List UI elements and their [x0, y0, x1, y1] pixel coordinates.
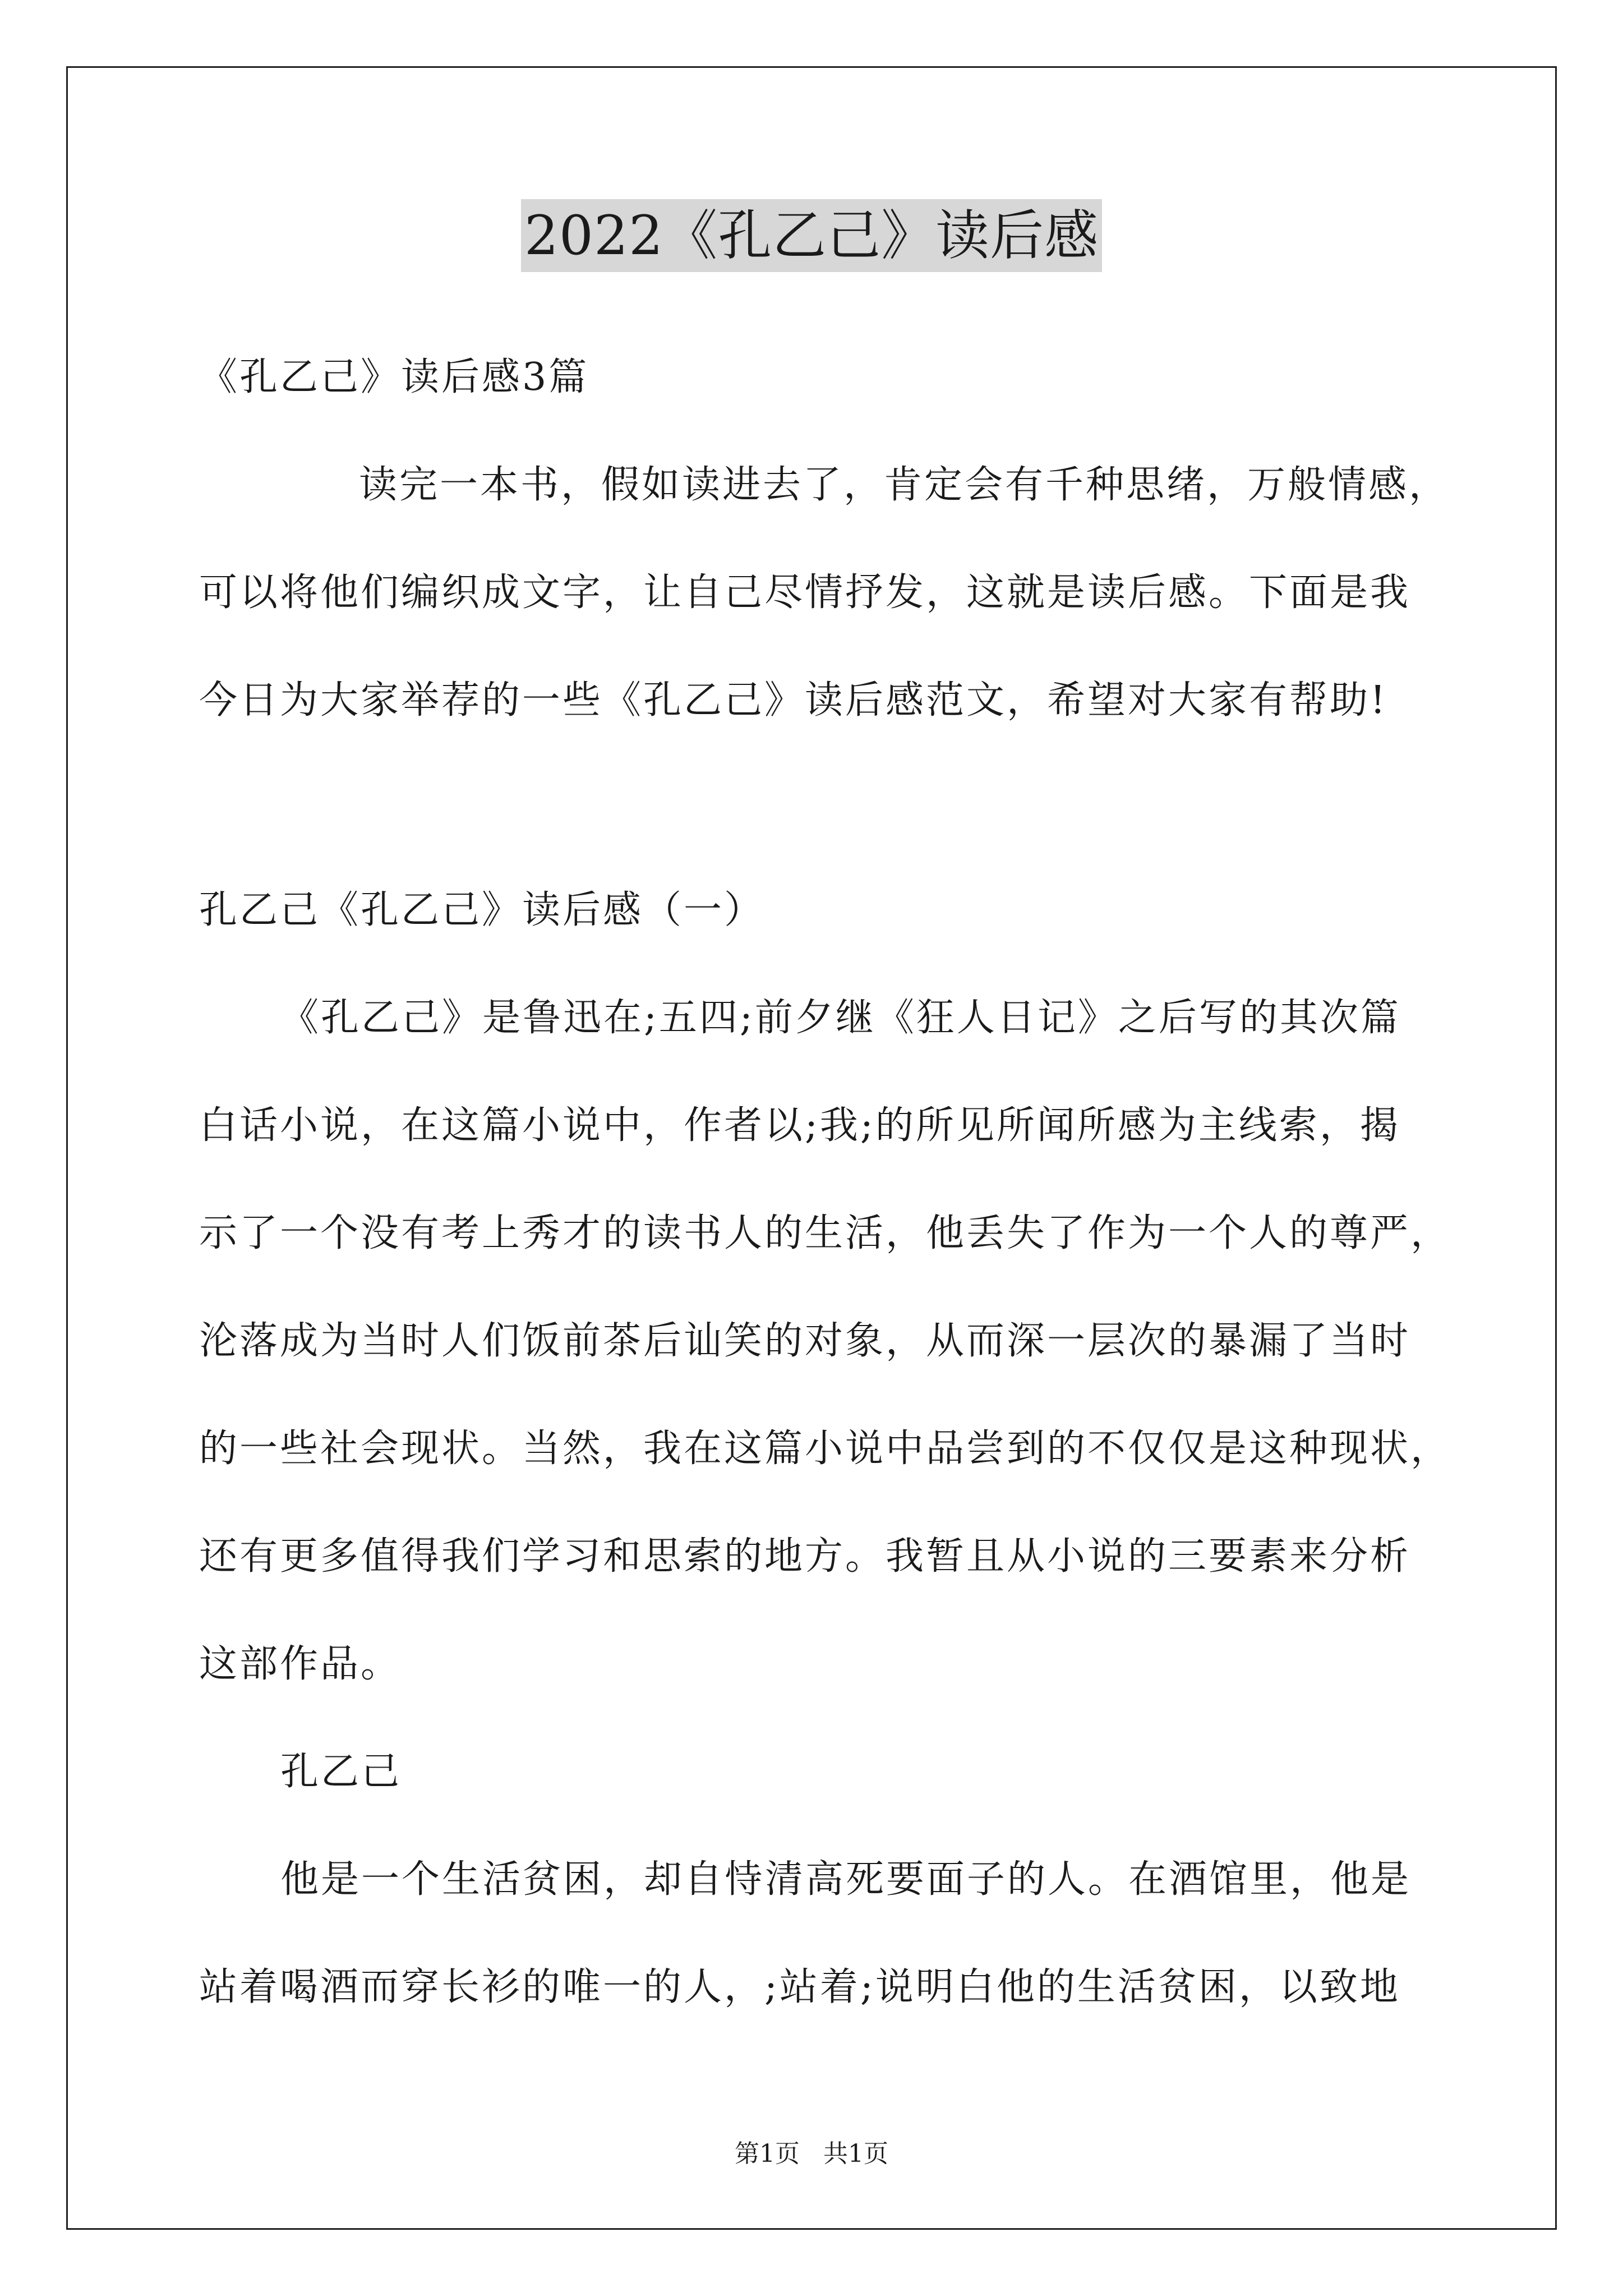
- intro-line: 可以将他们编织成文字，让自己尽情抒发，这就是读后感。下面是我: [199, 570, 1411, 615]
- intro-line: 读完一本书，假如读进去了，肯定会有千种思绪，万般情感，: [359, 463, 1450, 507]
- paragraph-line: 沦落成为当时人们饭前茶后讪笑的对象，从而深一层次的暴漏了当时: [199, 1319, 1411, 1363]
- paragraph-line: 这部作品。: [199, 1642, 402, 1686]
- section-heading: 孔乙己《孔乙己》读后感（一）: [199, 888, 765, 932]
- title-container: [0, 199, 1623, 272]
- document-title: 2022《孔乙己》读后感: [521, 199, 1102, 272]
- paragraph-line: 还有更多值得我们学习和思索的地方。我暂且从小说的三要素来分析: [199, 1534, 1411, 1579]
- intro-line: 今日为大家举荐的一些《孔乙己》读后感范文，希望对大家有帮助!: [199, 678, 1388, 723]
- page-number-current: 第1页: [735, 2139, 800, 2168]
- paragraph-line: 白话小说，在这篇小说中，作者以;我;的所见所闻所感为主线索，揭: [199, 1103, 1400, 1148]
- page-number-total: 共1页: [823, 2139, 888, 2168]
- paragraph-line: 《孔乙己》是鲁迅在;五四;前夕继《狂人日记》之后写的其次篇: [280, 996, 1401, 1040]
- sub-heading: 孔乙己: [280, 1750, 402, 1794]
- page-footer: [0, 2137, 1623, 2171]
- paragraph-line: 他是一个生活贫困，却自恃清高死要面子的人。在酒馆里，他是: [280, 1857, 1412, 1902]
- paragraph-line: 站着喝酒而穿长衫的唯一的人，;站着;说明白他的生活贫困，以致地: [199, 1965, 1400, 2009]
- paragraph-line: 的一些社会现状。当然，我在这篇小说中品尝到的不仅仅是这种现状，: [199, 1427, 1451, 1471]
- document-subtitle: 《孔乙己》读后感3篇: [199, 355, 589, 399]
- paragraph-line: 示了一个没有考上秀才的读书人的生活，他丢失了作为一个人的尊严，: [199, 1211, 1451, 1255]
